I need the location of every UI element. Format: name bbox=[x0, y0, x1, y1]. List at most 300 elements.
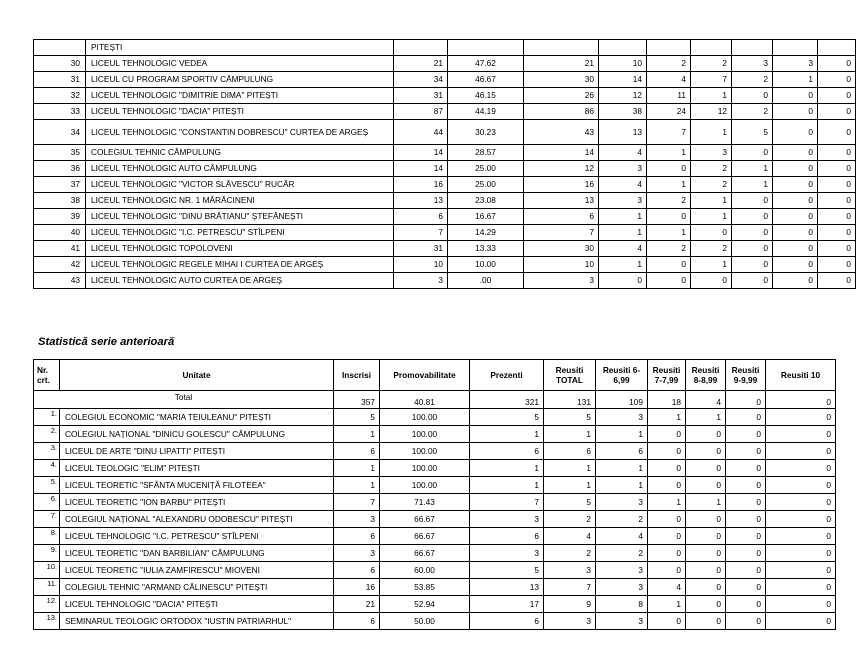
reusiti-6-cell: 7 bbox=[647, 120, 691, 145]
previous-series-table bbox=[33, 359, 836, 630]
reusiti-8-cell: 0 bbox=[686, 460, 726, 477]
promovabilitate-cell: 25.00 bbox=[448, 161, 524, 177]
reusiti-6-cell: 1 bbox=[596, 477, 648, 494]
unit-cell: LICEUL TEHNOLOGIC "DACIA" PITEȘTI bbox=[86, 104, 394, 120]
reusiti-6-cell: 1 bbox=[596, 460, 648, 477]
reusiti-9-cell: 0 bbox=[726, 511, 766, 528]
total-row bbox=[34, 391, 836, 409]
table-row bbox=[34, 409, 836, 426]
inscrisi-cell: 6 bbox=[394, 209, 448, 225]
reusiti-total-cell: 0 bbox=[599, 273, 647, 289]
unit-cell: COLEGIUL ECONOMIC "MARIA TEIULEANU" PITEȘTI bbox=[60, 409, 334, 426]
reusiti-total-cell: 3 bbox=[599, 161, 647, 177]
reusiti-10-cell: 0 bbox=[818, 72, 856, 88]
reusiti-9-cell: 0 bbox=[773, 145, 818, 161]
reusiti-total-cell: 6 bbox=[544, 443, 596, 460]
reusiti-6-cell: 3 bbox=[596, 494, 648, 511]
unit-cell: LICEUL TEHNOLOGIC "I.C. PETRESCU" STÎLPENI bbox=[86, 225, 394, 241]
inscrisi-cell: 7 bbox=[394, 225, 448, 241]
nr-cell: 37 bbox=[34, 177, 86, 193]
reusiti-7-cell: 1 bbox=[691, 88, 732, 104]
reusiti-9-cell: 0 bbox=[726, 426, 766, 443]
prezenti-cell: 26 bbox=[524, 88, 599, 104]
total-promovabilitate: 40.81 bbox=[380, 391, 470, 409]
reusiti-8-cell: 1 bbox=[732, 161, 773, 177]
unit-cell: LICEUL TEHNOLOGIC AUTO CÂMPULUNG bbox=[86, 161, 394, 177]
table-row bbox=[34, 511, 836, 528]
table-row bbox=[34, 104, 856, 120]
reusiti-total-cell: 13 bbox=[599, 120, 647, 145]
reusiti-total-cell: 2 bbox=[544, 511, 596, 528]
inscrisi-cell: 16 bbox=[334, 579, 380, 596]
reusiti-9-cell: 0 bbox=[773, 225, 818, 241]
reusiti-7-cell: 1 bbox=[691, 209, 732, 225]
reusiti-8-cell: 0 bbox=[732, 209, 773, 225]
inscrisi-cell: 3 bbox=[334, 545, 380, 562]
promovabilitate-cell: 46.67 bbox=[448, 72, 524, 88]
reusiti-total-cell: 4 bbox=[599, 177, 647, 193]
table-row bbox=[34, 562, 836, 579]
reusiti-6-cell: 1 bbox=[647, 225, 691, 241]
total-reusiti-8: 4 bbox=[686, 391, 726, 409]
reusiti-7-cell: 0 bbox=[648, 460, 686, 477]
reusiti-8-cell: 2 bbox=[732, 72, 773, 88]
inscrisi-cell: 13 bbox=[394, 193, 448, 209]
reusiti-8-cell: 0 bbox=[686, 613, 726, 630]
reusiti-7-cell: 1 bbox=[648, 596, 686, 613]
reusiti-8-cell: 1 bbox=[686, 494, 726, 511]
promovabilitate-cell: 100.00 bbox=[380, 477, 470, 494]
reusiti-10-cell: 0 bbox=[818, 273, 856, 289]
nr-cell: 7. bbox=[34, 511, 60, 528]
reusiti-10-cell: 0 bbox=[818, 88, 856, 104]
reusiti-total-cell: 1 bbox=[599, 225, 647, 241]
reusiti-8-cell: 0 bbox=[732, 273, 773, 289]
reusiti-total-cell: 1 bbox=[599, 209, 647, 225]
reusiti-total-cell: 38 bbox=[599, 104, 647, 120]
reusiti-10-cell: 0 bbox=[818, 161, 856, 177]
reusiti-6-cell: 2 bbox=[596, 511, 648, 528]
reusiti-8-cell: 5 bbox=[732, 120, 773, 145]
total-reusiti-10: 0 bbox=[766, 391, 836, 409]
reusiti-9-cell: 0 bbox=[726, 545, 766, 562]
reusiti-total-cell: 4 bbox=[544, 528, 596, 545]
table-row bbox=[34, 56, 856, 72]
reusiti-9-cell: 0 bbox=[773, 161, 818, 177]
reusiti-7-cell: 0 bbox=[648, 545, 686, 562]
reusiti-9-cell: 0 bbox=[773, 241, 818, 257]
prezenti-cell: 86 bbox=[524, 104, 599, 120]
reusiti-10-cell: 0 bbox=[818, 104, 856, 120]
reusiti-10-cell: 0 bbox=[766, 443, 836, 460]
table-row bbox=[34, 460, 836, 477]
reusiti-8-cell: 0 bbox=[732, 193, 773, 209]
previous-series-body bbox=[34, 391, 836, 630]
reusiti-total-cell: 3 bbox=[544, 562, 596, 579]
reusiti-6-cell: 1 bbox=[596, 426, 648, 443]
unit-cell: LICEUL TEHNOLOGIC "I.C. PETRESCU" STÎLPENI bbox=[60, 528, 334, 545]
prezenti-cell: 3 bbox=[470, 545, 544, 562]
reusiti-7-cell: 0 bbox=[648, 511, 686, 528]
table-row bbox=[34, 88, 856, 104]
total-prezenti: 321 bbox=[470, 391, 544, 409]
prezenti-cell: 12 bbox=[524, 161, 599, 177]
prezenti-cell: 5 bbox=[470, 562, 544, 579]
unit-cell: LICEUL TEHNOLOGIC "DACIA" PITEȘTI bbox=[60, 596, 334, 613]
reusiti-9-cell: 1 bbox=[773, 72, 818, 88]
promovabilitate-cell: 13.33 bbox=[448, 241, 524, 257]
prezenti-cell: 30 bbox=[524, 72, 599, 88]
nr-cell: 39 bbox=[34, 209, 86, 225]
inscrisi-cell: 31 bbox=[394, 88, 448, 104]
nr-cell: 11. bbox=[34, 579, 60, 596]
reusiti-total-cell: 5 bbox=[544, 409, 596, 426]
inscrisi-cell: 1 bbox=[334, 460, 380, 477]
reusiti-9-cell: 0 bbox=[726, 528, 766, 545]
prezenti-cell: 10 bbox=[524, 257, 599, 273]
unit-cell: COLEGIUL TEHNIC "ARMAND CĂLINESCU" PITEȘTI bbox=[60, 579, 334, 596]
reusiti-6-cell: 0 bbox=[647, 161, 691, 177]
reusiti-6-cell: 3 bbox=[596, 579, 648, 596]
reusiti-9-cell: 0 bbox=[773, 88, 818, 104]
reusiti-total-cell: 2 bbox=[544, 545, 596, 562]
reusiti-total-cell: 5 bbox=[544, 494, 596, 511]
nr-cell: 10. bbox=[34, 562, 60, 579]
nr-cell: 2. bbox=[34, 426, 60, 443]
nr-cell: 13. bbox=[34, 613, 60, 630]
reusiti-9-cell: 0 bbox=[773, 193, 818, 209]
reusiti-total-cell: 1 bbox=[544, 460, 596, 477]
reusiti-9-cell: 0 bbox=[726, 460, 766, 477]
reusiti-10-cell: 0 bbox=[818, 193, 856, 209]
reusiti-6-cell: 2 bbox=[596, 545, 648, 562]
inscrisi-cell: 34 bbox=[394, 72, 448, 88]
prezenti-cell: 13 bbox=[524, 193, 599, 209]
nr-cell: 12. bbox=[34, 596, 60, 613]
prezenti-cell: 3 bbox=[524, 273, 599, 289]
reusiti-10-cell: 0 bbox=[818, 241, 856, 257]
prezenti-cell: 30 bbox=[524, 241, 599, 257]
reusiti-10-cell: 0 bbox=[766, 460, 836, 477]
header-reusiti-7: Reusiti 7-7,99 bbox=[648, 360, 686, 391]
promovabilitate-cell: 66.67 bbox=[380, 545, 470, 562]
unit-cell: LICEUL TEHNOLOGIC "DIMITRIE DIMA" PITEȘTI bbox=[86, 88, 394, 104]
prezenti-cell: 14 bbox=[524, 145, 599, 161]
reusiti-10-cell: 0 bbox=[766, 528, 836, 545]
promovabilitate-cell: 14.29 bbox=[448, 225, 524, 241]
inscrisi-cell: 1 bbox=[334, 477, 380, 494]
unit-cell: LICEUL TEHNOLOGIC "DINU BRĂTIANU" ȘTEFĂNEȘTI bbox=[86, 209, 394, 225]
total-reusiti-6: 109 bbox=[596, 391, 648, 409]
nr-cell: 5. bbox=[34, 477, 60, 494]
unit-cell: COLEGIUL TEHNIC CÂMPULUNG bbox=[86, 145, 394, 161]
reusiti-8-cell: 0 bbox=[686, 562, 726, 579]
header-promovabilitate: Promovabilitate bbox=[380, 360, 470, 391]
unit-cell: LICEUL TEHNOLOGIC AUTO CURTEA DE ARGEȘ bbox=[86, 273, 394, 289]
inscrisi-cell: 5 bbox=[334, 409, 380, 426]
unit-cell: LICEUL TEORETIC "SFÂNTA MUCENIȚĂ FILOTEEA" bbox=[60, 477, 334, 494]
prezenti-cell: 5 bbox=[470, 409, 544, 426]
reusiti-7-cell: 3 bbox=[691, 145, 732, 161]
reusiti-8-cell: 0 bbox=[732, 241, 773, 257]
reusiti-10-cell: 0 bbox=[766, 545, 836, 562]
reusiti-6-cell: 0 bbox=[647, 257, 691, 273]
prezenti-cell: 7 bbox=[470, 494, 544, 511]
table-row bbox=[34, 596, 836, 613]
unit-cell: LICEUL TEHNOLOGIC NR. 1 MĂRĂCINENI bbox=[86, 193, 394, 209]
inscrisi-cell: 3 bbox=[334, 511, 380, 528]
table-row bbox=[34, 193, 856, 209]
reusiti-total-cell: 3 bbox=[599, 193, 647, 209]
unit-cell: LICEUL TEHNOLOGIC VEDEA bbox=[86, 56, 394, 72]
header-prezenti: Prezenti bbox=[470, 360, 544, 391]
reusiti-total-cell: 1 bbox=[599, 257, 647, 273]
reusiti-10-cell: 0 bbox=[818, 56, 856, 72]
promovabilitate-cell: 100.00 bbox=[380, 460, 470, 477]
promovabilitate-cell: 23.08 bbox=[448, 193, 524, 209]
inscrisi-cell: 14 bbox=[394, 145, 448, 161]
reusiti-7-cell: 0 bbox=[648, 613, 686, 630]
nr-cell: 32 bbox=[34, 88, 86, 104]
reusiti-6-cell: 1 bbox=[647, 145, 691, 161]
promovabilitate-cell: 100.00 bbox=[380, 409, 470, 426]
nr-cell: 9. bbox=[34, 545, 60, 562]
header-row bbox=[34, 360, 836, 391]
reusiti-10-cell: 0 bbox=[766, 596, 836, 613]
header-reusiti-9: Reusiti 9-9,99 bbox=[726, 360, 766, 391]
reusiti-9-cell: 0 bbox=[773, 177, 818, 193]
unit-cell: LICEUL TEHNOLOGIC TOPOLOVENI bbox=[86, 241, 394, 257]
prezenti-cell: 1 bbox=[470, 426, 544, 443]
reusiti-8-cell: 0 bbox=[686, 426, 726, 443]
reusiti-10-cell: 0 bbox=[766, 511, 836, 528]
table-row bbox=[34, 161, 856, 177]
table-row bbox=[34, 177, 856, 193]
reusiti-8-cell: 0 bbox=[686, 511, 726, 528]
reusiti-total-cell: 4 bbox=[599, 145, 647, 161]
inscrisi-cell: 21 bbox=[394, 56, 448, 72]
reusiti-6-cell: 6 bbox=[596, 443, 648, 460]
results-table-body bbox=[34, 40, 856, 289]
reusiti-6-cell: 8 bbox=[596, 596, 648, 613]
reusiti-9-cell: 0 bbox=[726, 596, 766, 613]
promovabilitate-cell: 47.62 bbox=[448, 56, 524, 72]
reusiti-10-cell: 0 bbox=[818, 120, 856, 145]
table-row bbox=[34, 443, 836, 460]
reusiti-7-cell: 1 bbox=[648, 409, 686, 426]
reusiti-6-cell: 2 bbox=[647, 193, 691, 209]
reusiti-7-cell: 7 bbox=[691, 72, 732, 88]
total-reusiti-9: 0 bbox=[726, 391, 766, 409]
prezenti-cell: 1 bbox=[470, 477, 544, 494]
unit-cell: COLEGIUL NAȚIONAL "ALEXANDRU ODOBESCU" PITEȘTI bbox=[60, 511, 334, 528]
reusiti-9-cell: 0 bbox=[773, 209, 818, 225]
unit-cell: SEMINARUL TEOLOGIC ORTODOX "IUSTIN PATRIARHUL" bbox=[60, 613, 334, 630]
reusiti-10-cell: 0 bbox=[766, 579, 836, 596]
reusiti-8-cell: 1 bbox=[732, 177, 773, 193]
nr-cell: 30 bbox=[34, 56, 86, 72]
inscrisi-cell: 87 bbox=[394, 104, 448, 120]
header-reusiti-10: Reusiti 10 bbox=[766, 360, 836, 391]
reusiti-total-cell: 1 bbox=[544, 426, 596, 443]
header-reusiti-8: Reusiti 8-8,99 bbox=[686, 360, 726, 391]
inscrisi-cell: 31 bbox=[394, 241, 448, 257]
reusiti-6-cell: 24 bbox=[647, 104, 691, 120]
reusiti-9-cell: 0 bbox=[773, 104, 818, 120]
inscrisi-cell: 1 bbox=[334, 426, 380, 443]
reusiti-total-cell: 12 bbox=[599, 88, 647, 104]
table-row bbox=[34, 225, 856, 241]
reusiti-8-cell: 0 bbox=[732, 145, 773, 161]
inscrisi-cell: 10 bbox=[394, 257, 448, 273]
unit-cell: LICEUL TEHNOLOGIC REGELE MIHAI I CURTEA DE ARGEȘ bbox=[86, 257, 394, 273]
total-reusiti-7: 18 bbox=[648, 391, 686, 409]
total-reusiti: 131 bbox=[544, 391, 596, 409]
unit-cell: LICEUL TEORETIC "DAN BARBILIAN" CÂMPULUNG bbox=[60, 545, 334, 562]
prezenti-cell: 6 bbox=[470, 613, 544, 630]
prezenti-cell: 13 bbox=[470, 579, 544, 596]
reusiti-8-cell: 0 bbox=[686, 579, 726, 596]
nr-cell: 38 bbox=[34, 193, 86, 209]
reusiti-9-cell: 0 bbox=[726, 579, 766, 596]
unit-cell: LICEUL TEOLOGIC "ELIM" PITEȘTI bbox=[60, 460, 334, 477]
reusiti-9-cell: 0 bbox=[773, 273, 818, 289]
inscrisi-cell: 6 bbox=[334, 562, 380, 579]
reusiti-total-cell: 10 bbox=[599, 56, 647, 72]
reusiti-7-cell: 0 bbox=[648, 426, 686, 443]
reusiti-8-cell: 0 bbox=[732, 225, 773, 241]
table-row bbox=[34, 241, 856, 257]
reusiti-6-cell: 2 bbox=[647, 56, 691, 72]
nr-cell: 42 bbox=[34, 257, 86, 273]
prezenti-cell: 6 bbox=[470, 443, 544, 460]
reusiti-10-cell: 0 bbox=[818, 209, 856, 225]
nr-cell: 43 bbox=[34, 273, 86, 289]
reusiti-7-cell: 2 bbox=[691, 177, 732, 193]
reusiti-8-cell: 0 bbox=[732, 257, 773, 273]
reusiti-8-cell: 0 bbox=[686, 596, 726, 613]
reusiti-total-cell: 7 bbox=[544, 579, 596, 596]
reusiti-9-cell: 0 bbox=[773, 120, 818, 145]
nr-cell: 33 bbox=[34, 104, 86, 120]
reusiti-8-cell: 2 bbox=[732, 104, 773, 120]
promovabilitate-cell: 16.67 bbox=[448, 209, 524, 225]
reusiti-total-cell: 1 bbox=[544, 477, 596, 494]
nr-cell: 35 bbox=[34, 145, 86, 161]
reusiti-6-cell: 4 bbox=[596, 528, 648, 545]
reusiti-6-cell: 11 bbox=[647, 88, 691, 104]
promovabilitate-cell: 60.00 bbox=[380, 562, 470, 579]
reusiti-7-cell: 1 bbox=[691, 193, 732, 209]
reusiti-7-cell: 1 bbox=[648, 494, 686, 511]
table-row bbox=[34, 145, 856, 161]
promovabilitate-cell: 66.67 bbox=[380, 528, 470, 545]
prezenti-cell: 3 bbox=[470, 511, 544, 528]
table-row bbox=[34, 528, 836, 545]
reusiti-6-cell: 3 bbox=[596, 562, 648, 579]
table-row bbox=[34, 494, 836, 511]
nr-cell: 36 bbox=[34, 161, 86, 177]
table-row bbox=[34, 257, 856, 273]
table-row bbox=[34, 72, 856, 88]
unit-cell: PITEȘTI bbox=[86, 40, 394, 56]
promovabilitate-cell: 30.23 bbox=[448, 120, 524, 145]
inscrisi-cell: 16 bbox=[394, 177, 448, 193]
reusiti-7-cell: 2 bbox=[691, 161, 732, 177]
promovabilitate-cell: 100.00 bbox=[380, 426, 470, 443]
reusiti-9-cell: 0 bbox=[726, 409, 766, 426]
reusiti-10-cell: 0 bbox=[766, 494, 836, 511]
promovabilitate-cell: 53.85 bbox=[380, 579, 470, 596]
promovabilitate-cell: 28.57 bbox=[448, 145, 524, 161]
continuation-row bbox=[34, 40, 856, 56]
reusiti-10-cell: 0 bbox=[818, 145, 856, 161]
promovabilitate-cell: 71.43 bbox=[380, 494, 470, 511]
prezenti-cell: 6 bbox=[470, 528, 544, 545]
table-row bbox=[34, 120, 856, 145]
reusiti-10-cell: 0 bbox=[766, 426, 836, 443]
header-inscrisi: Inscrisi bbox=[334, 360, 380, 391]
reusiti-total-cell: 4 bbox=[599, 241, 647, 257]
reusiti-6-cell: 4 bbox=[647, 72, 691, 88]
nr-cell: 34 bbox=[34, 120, 86, 145]
prezenti-cell: 16 bbox=[524, 177, 599, 193]
reusiti-7-cell: 4 bbox=[648, 579, 686, 596]
reusiti-10-cell: 0 bbox=[766, 477, 836, 494]
reusiti-9-cell: 0 bbox=[726, 443, 766, 460]
nr-cell: 6. bbox=[34, 494, 60, 511]
promovabilitate-cell: 50.00 bbox=[380, 613, 470, 630]
reusiti-10-cell: 0 bbox=[766, 562, 836, 579]
reusiti-7-cell: 0 bbox=[648, 528, 686, 545]
nr-cell: 4. bbox=[34, 460, 60, 477]
reusiti-8-cell: 3 bbox=[732, 56, 773, 72]
unit-cell: LICEUL TEORETIC "IULIA ZAMFIRESCU" MIOVENI bbox=[60, 562, 334, 579]
prezenti-cell: 1 bbox=[470, 460, 544, 477]
reusiti-9-cell: 0 bbox=[773, 257, 818, 273]
reusiti-6-cell: 2 bbox=[647, 241, 691, 257]
inscrisi-cell: 44 bbox=[394, 120, 448, 145]
reusiti-8-cell: 0 bbox=[686, 528, 726, 545]
reusiti-8-cell: 1 bbox=[686, 409, 726, 426]
table-row bbox=[34, 273, 856, 289]
inscrisi-cell: 7 bbox=[334, 494, 380, 511]
nr-cell: 3. bbox=[34, 443, 60, 460]
reusiti-10-cell: 0 bbox=[818, 177, 856, 193]
reusiti-10-cell: 0 bbox=[818, 225, 856, 241]
header-reusiti-6: Reusiti 6-6,99 bbox=[596, 360, 648, 391]
inscrisi-cell: 6 bbox=[334, 613, 380, 630]
reusiti-6-cell: 0 bbox=[647, 273, 691, 289]
reusiti-9-cell: 0 bbox=[726, 477, 766, 494]
nr-cell: 41 bbox=[34, 241, 86, 257]
reusiti-7-cell: 0 bbox=[691, 225, 732, 241]
reusiti-7-cell: 0 bbox=[648, 477, 686, 494]
prezenti-cell: 6 bbox=[524, 209, 599, 225]
reusiti-6-cell: 3 bbox=[596, 409, 648, 426]
promovabilitate-cell: 100.00 bbox=[380, 443, 470, 460]
promovabilitate-cell: 10.00 bbox=[448, 257, 524, 273]
promovabilitate-cell: 52.94 bbox=[380, 596, 470, 613]
header-nr: Nr. crt. bbox=[34, 360, 60, 391]
inscrisi-cell: 6 bbox=[334, 443, 380, 460]
prezenti-cell: 7 bbox=[524, 225, 599, 241]
promovabilitate-cell: .00 bbox=[448, 273, 524, 289]
reusiti-total-cell: 14 bbox=[599, 72, 647, 88]
unit-cell: LICEUL TEORETIC "ION BARBU" PITEȘTI bbox=[60, 494, 334, 511]
reusiti-8-cell: 0 bbox=[686, 443, 726, 460]
header-unit: Unitate bbox=[60, 360, 334, 391]
